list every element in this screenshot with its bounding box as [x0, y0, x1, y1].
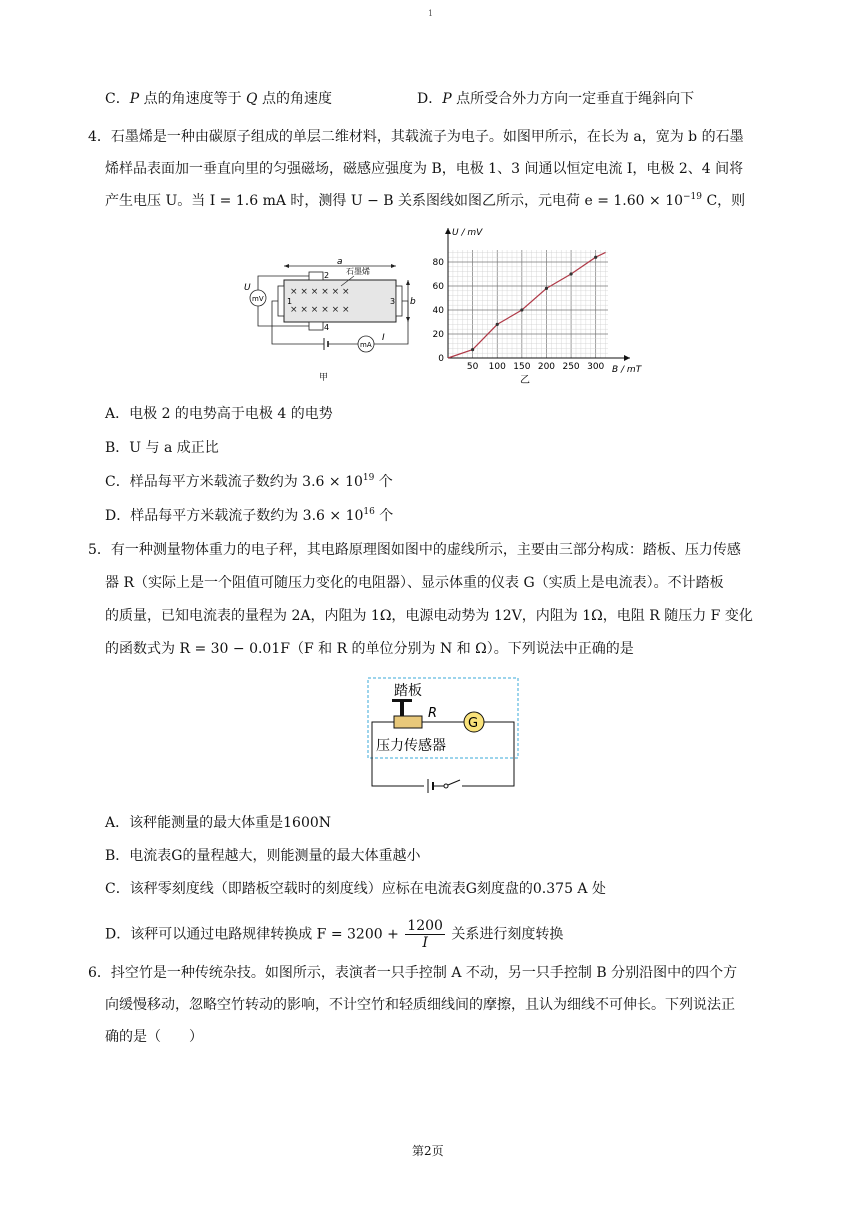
y-tick-label: 60: [432, 282, 444, 292]
q5-stem-line4: 的函数式为 R = 30 − 0.01F（F 和 R 的单位分别为 N 和 Ω）。下列说法中正确的是: [105, 641, 634, 657]
pressure-sensor-label: 压力传感器: [376, 738, 446, 754]
y-axis-label: U / mV: [452, 228, 483, 238]
label-I: I: [382, 333, 385, 343]
label-b: b: [410, 297, 416, 307]
ammeter-icon: mA: [360, 341, 372, 349]
q5-option-b[interactable]: B．电流表G的量程越大，则能测量的最大体重越小: [105, 848, 421, 864]
label-U: U: [244, 283, 251, 293]
resistor-R-label: R: [428, 706, 438, 721]
y-axis-arrow: [445, 228, 451, 234]
q4-option-c[interactable]: C．样品每平方米载流子数约为 $3.6 \times 10^{19}$ 个: [105, 473, 393, 490]
q5-stem-line3: 的质量，已知电流表的量程为 2A，内阻为 1Ω，电源电动势为 12V，内阻为 1Ω，电阻 R 随压力 F 变化: [105, 608, 753, 624]
x-axis-label: B / mT: [612, 365, 642, 375]
x-tick-label: 200: [537, 362, 556, 372]
q6-stem-line2: 向缓慢移动，忽略空竹转动的影响，不计空竹和轻质细线间的摩擦，且认为细线不可伸长。下列说法正: [105, 997, 735, 1013]
x-tick-label: 100: [488, 362, 506, 372]
q5-option-c[interactable]: C．该秤零刻度线（即踏板空载时的刻度线）应标在电流表G刻度盘的0.375 A 处: [105, 881, 606, 897]
data-point: [594, 256, 597, 259]
data-point: [569, 272, 572, 275]
electrode-4-label: 4: [324, 323, 330, 332]
electrode-2-label: 2: [324, 271, 330, 280]
electrode-1-label: 1: [287, 297, 293, 306]
x-tick-label: 150: [513, 362, 531, 372]
page-number: 第2页: [412, 1144, 444, 1158]
graphene-hall-circuit-diagram: [236, 246, 416, 386]
y-tick-label: 40: [432, 306, 444, 316]
q4-stem-line1: 4．石墨烯是一种由碳原子组成的单层二维材料，其载流子为电子。如图甲所示，在长为 a，宽为 b 的石墨: [88, 129, 744, 145]
pedal-label: 踏板: [394, 683, 422, 699]
data-point: [471, 348, 474, 351]
x-tick-label: 50: [466, 362, 479, 372]
q3-option-d[interactable]: D．P 点所受合外力方向一定垂直于绳斜向下: [417, 91, 695, 107]
figure-caption-yi: 乙: [520, 375, 530, 386]
q6-stem-line3: 确的是（ ）: [105, 1029, 203, 1045]
y-tick-label: 20: [432, 330, 444, 340]
q5-stem-line1: 5．有一种测量物体重力的电子秤，其电路原理图如图中的虚线所示，主要由三部分构成：踏板、压力传感: [88, 542, 741, 558]
q3-option-c[interactable]: C．P 点的角速度等于 Q 点的角速度: [105, 91, 332, 107]
figure-caption-jia: 甲: [319, 373, 329, 383]
label-a: a: [337, 257, 343, 267]
y-tick-label: 80: [432, 258, 444, 268]
x-tick-label: 250: [562, 362, 580, 372]
q5-option-a[interactable]: A．该秤能测量的最大体重是1600N: [105, 815, 332, 831]
q4-option-b[interactable]: B．U 与 a 成正比: [105, 440, 219, 456]
x-axis-arrow: [624, 355, 630, 361]
galvanometer-icon: G: [468, 716, 479, 731]
data-point: [496, 323, 499, 326]
page-mark: 1: [428, 9, 434, 18]
q4-option-a[interactable]: A．电极 2 的电势高于电极 4 的电势: [105, 406, 333, 422]
q4-stem-line2: 烯样品表面加一垂直向里的匀强磁场，磁感应强度为 B，电极 1、3 间通以恒定电流 I，电极 2、4 间将: [105, 161, 744, 177]
voltmeter-icon: mV: [252, 295, 264, 303]
electrode-3-label: 3: [390, 297, 396, 306]
q6-stem-line1: 6．抖空竹是一种传统杂技。如图所示，表演者一只手控制 A 不动，另一只手控制 B 分别沿图中的四个方: [88, 965, 738, 981]
y-tick-label: 0: [438, 354, 444, 364]
u-b-chart: [418, 218, 650, 390]
q4-option-d[interactable]: D．样品每平方米载流子数约为 $3.6 \times 10^{16}$ 个: [105, 507, 394, 524]
x-tick-label: 300: [587, 362, 605, 372]
q5-stem-line2: 器 R（实际上是一个阻值可随压力变化的电阻器）、显示体重的仪表 G（实质上是电流表）。不计踏板: [105, 575, 724, 591]
svg-text:× × × × × ×: × × × × × ×: [290, 305, 350, 315]
data-point: [520, 308, 523, 311]
graphene-label: 石墨烯: [346, 267, 370, 276]
q4-stem-line3: 产生电压 U。当 I = 1.6 mA 时，测得 U − B 关系图线如图乙所示，元电荷 $e = 1.60 \times 10^{-19}$ C，则: [105, 192, 746, 209]
electronic-scale-circuit-diagram: [364, 676, 524, 798]
q5-option-d[interactable]: D．该秤可以通过电路规律转换成 F = 3200 + $\frac{1200}{I}$ 关系进行刻度转换: [105, 918, 564, 951]
svg-text:× × × × × ×: × × × × × ×: [290, 287, 350, 297]
data-point: [545, 287, 548, 290]
fraction: $\frac{1200}{I}$: [407, 918, 443, 951]
